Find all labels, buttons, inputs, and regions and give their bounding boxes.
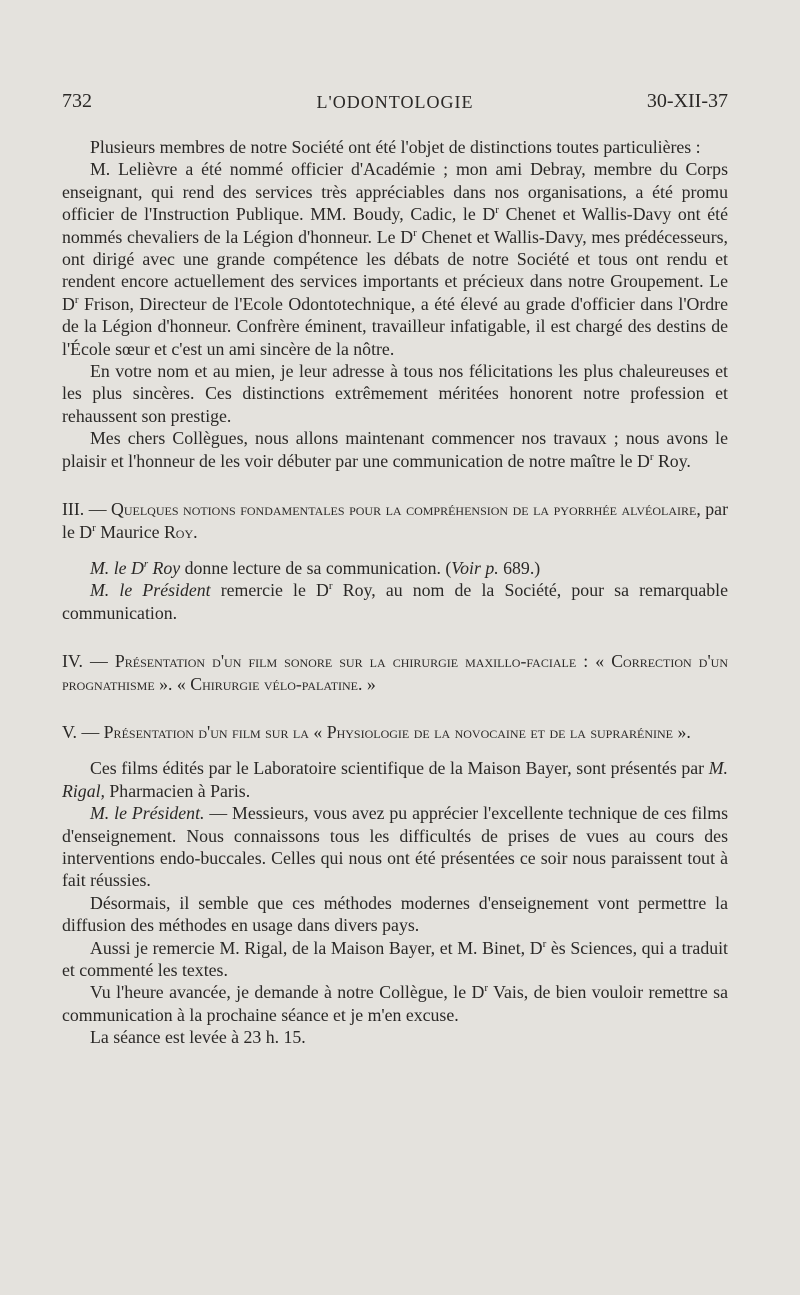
section-heading-v: V. — Présentation d'un film sur la « Physiologie de la novocaine et de la suprarénine ». <box>62 721 691 742</box>
closing-line: La séance est levée à 23 h. 15. <box>90 1027 306 1048</box>
paragraph: Vu l'heure avancée, je demande à notre Collègue, le $D^r$ Vais, de bien vouloir remettre sa communication à la prochaine séance et je m'en excuse. <box>62 982 728 1025</box>
body-text <box>62 136 728 1049</box>
page-number: 732 <box>62 90 92 112</box>
paragraph: Désormais, il semble que ces méthodes modernes d'enseignement vont permettre la diffusion des méthodes en usage dans divers pays. <box>62 892 728 936</box>
section-heading-iii: III. — Quelques notions fondamentales pour la compréhension de la pyorrhée alvéolaire, par le $D^r$ Maurice Roy. <box>62 499 728 542</box>
paragraph: M. Lelièvre a été nommé officier d'Académie ; mon ami Debray, membre du Corps enseignant, qui rend des services très appréciables dans nos organisations, a été promu officier de l'Instruction Publique. MM. Boudy, Cadic, le $D^r$ Chenet et Wallis-Davy ont été nommés chevaliers de la Légion d'honneur. Le $D^r$ Chenet et Wallis-Davy, mes prédécesseurs, ont dirigé avec une grande compétence les débats de notre Société et tous ont rendu et rendent encore actuellement des services importants et précieux dans notre Groupement. Le $D^r$ Frison, Directeur de l'Ecole Odontotechnique, a été élevé au grade d'officier dans l'Ordre de la Légion d'honneur. Confrère éminent, travailleur infatigable, il est chargé des destins de l'École sœur et c'est un ami sincère de la nôtre. <box>62 159 728 359</box>
running-title: L'ODONTOLOGIE <box>316 92 474 112</box>
running-header <box>62 90 728 120</box>
paragraph: M. le Président. — Messieurs, vous avez pu apprécier l'excellente technique de ces films d'enseignement. Nous connaissons tous les difficultés de prises de vues au cours des interventions endo-buccales. Celles qui nous ont été présentées ce soir nous paraissent tout à fait réussies. <box>62 803 729 891</box>
paragraph: Ces films édités par le Laboratoire scientifique de la Maison Bayer, sont présentés par M. Rigal, Pharmacien à Paris. <box>62 758 728 801</box>
paragraph: Plusieurs membres de notre Société ont été l'objet de distinctions toutes particulières : <box>90 137 701 157</box>
paragraph: M. le $D^r$ Roy donne lecture de sa communication. (Voir p. 689.) <box>90 557 541 578</box>
paragraph: Aussi je remercie M. Rigal, de la Maison Bayer, et M. Binet, $D^r$ ès Sciences, qui a traduit et commenté les textes. <box>62 937 728 980</box>
paragraph: Mes chers Collègues, nous allons maintenant commencer nos travaux ; nous avons le plaisir et l'honneur de les voir débuter par une communication de notre maître le $D^r$ Roy. <box>62 428 728 471</box>
issue-date: 30-XII-37 <box>646 90 728 112</box>
section-heading-iv: IV. — Présentation d'un film sonore sur la chirurgie maxillo-faciale : « Correction d'un prognathisme ». « Chirurgie vélo-palatine. » <box>62 651 728 694</box>
paragraph: M. le Président remercie le $D^r$ Roy, au nom de la Société, pour sa remarquable communication. <box>62 580 728 623</box>
paragraph: En votre nom et au mien, je leur adresse à tous nos félicitations les plus chaleureuses et les plus sincères. Ces distinctions extrêmement méritées honorent notre profession et rehaussent son prestige. <box>62 361 728 426</box>
